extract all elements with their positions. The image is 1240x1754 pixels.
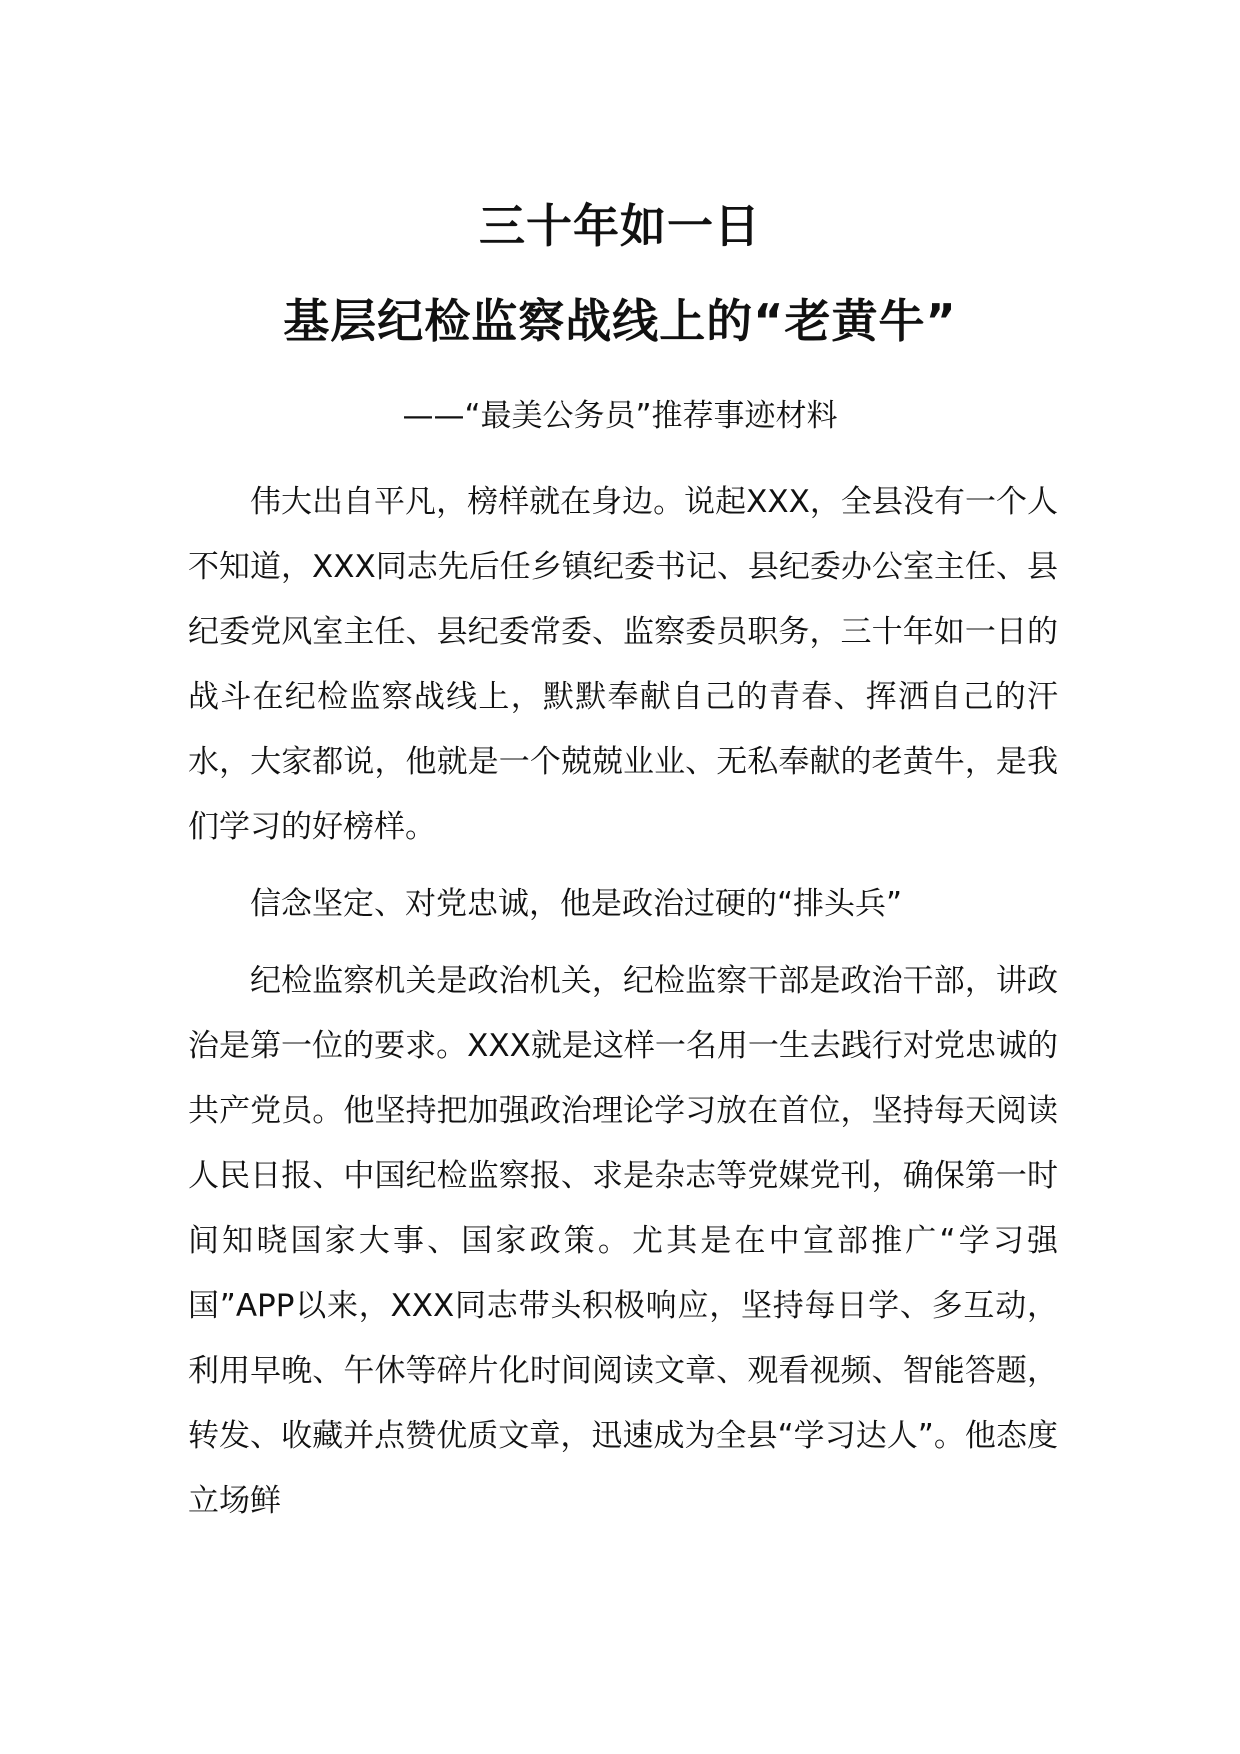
- document-body: [188, 470, 1058, 1546]
- paragraph-section-1: 纪检监察机关是政治机关，纪检监察干部是政治干部，讲政治是第一位的要求。XXX就是这样一名用一生去践行对党忠诚的共产党员。他坚持把加强政治理论学习放在首位，坚持每天阅读人民日报、中国纪检监察报、求是杂志等党媒党刊，确保第一时间知晓国家大事、国家政策。尤其是在中宣部推广“学习强国”APP以来，XXX同志带头积极响应，坚持每日学、多互动，利用早晚、午休等碎片化时间阅读文章、观看视频、智能答题，转发、收藏并点赞优质文章，迅速成为全县“学习达人”。他态度立场鲜: [188, 963, 1058, 1519]
- document-title-line-1: 三十年如一日: [479, 199, 761, 253]
- document-subtitle: ——“最美公务员”推荐事迹材料: [402, 398, 838, 434]
- paragraph-intro: 伟大出自平凡，榜样就在身边。说起XXX，全县没有一个人不知道，XXX同志先后任乡镇纪委书记、县纪委办公室主任、县纪委党风室主任、县纪委常委、监察委员职务，三十年如一日的战斗在纪检监察战线上，默默奉献自己的青春、挥洒自己的汗水，大家都说，他就是一个兢兢业业、无私奉献的老黄牛，是我们学习的好榜样。: [188, 484, 1058, 845]
- section-heading: 信念坚定、对党忠诚，他是政治过硬的“排头兵”: [250, 886, 903, 922]
- document-title-line-2: 基层纪检监察战线上的“老黄牛”: [283, 294, 957, 348]
